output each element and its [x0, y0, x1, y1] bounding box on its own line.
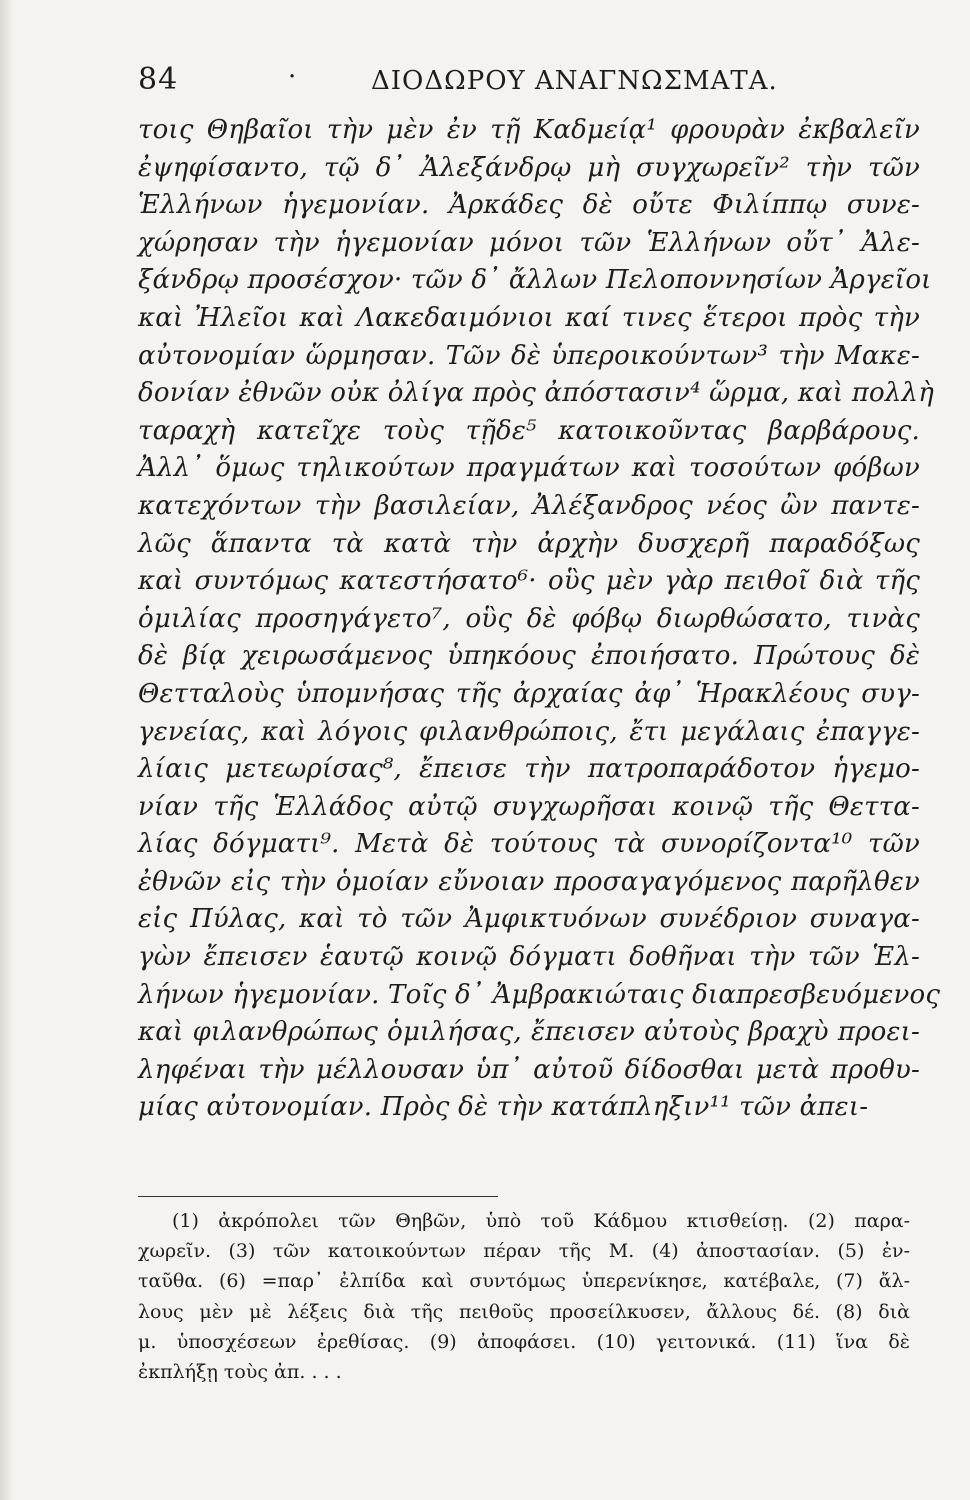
text-line: αὐτονομίαν ὥρμησαν. Τῶν δὲ ὑπεροικούντων³ τὴν Μακε-	[138, 340, 920, 371]
page-gutter-shadow	[0, 0, 14, 1500]
text-line: Ἑλλήνων ἡγεμονίαν. Ἀρκάδες δὲ οὔτε Φιλίππῳ συνε-	[138, 190, 920, 221]
footnote-line: μ. ὑποσχέσεων ἐρεθίσας. (9) ἀποφάσει. (10) γειτονικά. (11) ἵνα δὲ	[138, 1330, 910, 1353]
text-line: καὶ φιλανθρώπως ὁμιλήσας, ἔπεισεν αὐτοὺς βραχὺ προει-	[138, 1017, 920, 1048]
text-line: γενείας, καὶ λόγοις φιλανθρώποις, ἔτι μεγάλαις ἐπαγγε-	[138, 716, 920, 747]
footnote-line: (1) ἀκρόπολει τῶν Θηβῶν, ὑπὸ τοῦ Κάδμου κτισθείσῃ. (2) παρα-	[172, 1210, 910, 1232]
header-dot: ·	[288, 62, 297, 92]
running-title: ΔΙΟΔΩΡΟΥ ΑΝΑΓΝΩΣΜΑΤΑ.	[371, 66, 778, 96]
text-line: δὲ βίᾳ χειρωσάμενος ὑπηκόους ἐποιήσατο. Πρώτους δὲ	[138, 641, 920, 672]
footnote-line: χωρεῖν. (3) τῶν κατοικούντων πέραν τῆς Μ. (4) ἀποστασίαν. (5) ἐν-	[138, 1240, 910, 1263]
text-line: γὼν ἔπεισεν ἑαυτῷ κοινῷ δόγματι δοθῆναι τὴν τῶν Ἑλ-	[138, 942, 920, 973]
text-line: ληφέναι τὴν μέλλουσαν ὑπ᾽ αὐτοῦ δίδοσθαι μετὰ προθυ-	[138, 1054, 920, 1085]
footnote-line: λους μὲν μὲ λέξεις διὰ τῆς πειθοῦς προσείλκυσεν, ἄλλους δέ. (8) διὰ	[138, 1300, 910, 1323]
text-line: λίας δόγματι⁹. Μετὰ δὲ τούτους τὰ συνορίζοντα¹⁰ τῶν	[138, 829, 920, 860]
text-line: Ἀλλ᾽ ὅμως τηλικούτων πραγμάτων καὶ τοσούτων φόβων	[138, 453, 920, 484]
footnote-line: ἐκπλήξῃ τοὺς ἀπ. . . .	[138, 1360, 342, 1383]
text-line: καὶ συντόμως κατεστήσατο⁶· οὓς μὲν γὰρ πειθοῖ διὰ τῆς	[138, 566, 920, 597]
text-line: Θετταλοὺς ὑπομνήσας τῆς ἀρχαίας ἀφ᾽ Ἡρακλέους συγ-	[138, 678, 920, 709]
text-line: καὶ Ἠλεῖοι καὶ Λακεδαιμόνιοι καί τινες ἕτεροι πρὸς τὴν	[138, 302, 920, 333]
text-line: λίαις μετεωρίσας⁸, ἔπεισε τὴν πατροπαράδοτον ἡγεμο-	[138, 754, 920, 785]
running-header	[138, 62, 918, 106]
text-line: ταραχὴ κατεῖχε τοὺς τῇδε⁵ κατοικοῦντας βαρβάρους.	[138, 415, 920, 446]
page-number: 84	[138, 62, 179, 97]
main-text	[138, 112, 941, 1127]
text-line: λήνων ἡγεμονίαν. Τοῖς δ᾽ Ἀμβρακιώταις διαπρεσβευόμενος	[138, 979, 941, 1010]
text-line: κατεχόντων τὴν βασιλείαν, Ἀλέξανδρος νέος ὢν παντε-	[138, 490, 920, 521]
text-line: ἐθνῶν εἰς τὴν ὁμοίαν εὔνοιαν προσαγαγόμενος παρῆλθεν	[138, 866, 920, 897]
text-line: δονίαν ἐθνῶν οὐκ ὀλίγα πρὸς ἀπόστασιν⁴ ὥρμα, καὶ πολλὴ	[138, 378, 934, 409]
text-line: ὁμιλίας προσηγάγετο⁷, οὓς δὲ φόβῳ διωρθώσατο, τινὰς	[138, 603, 920, 634]
text-line: χώρησαν τὴν ἡγεμονίαν μόνοι τῶν Ἑλλήνων οὔτ᾽ Ἀλε-	[138, 227, 920, 258]
footnotes	[138, 1206, 910, 1387]
text-line: ξάνδρῳ προσέσχον· τῶν δ᾽ ἄλλων Πελοποννησίων Ἀργεῖοι	[138, 265, 932, 296]
text-line: τοις Θηβαῖοι τὴν μὲν ἐν τῇ Καδμείᾳ¹ φρουρὰν ἐκβαλεῖν	[138, 115, 920, 145]
text-line: λῶς ἅπαντα τὰ κατὰ τὴν ἀρχὴν δυσχερῆ παραδόξως	[138, 528, 920, 559]
footnote-rule	[138, 1196, 498, 1197]
footnote-line: ταῦθα. (6) =παρ᾽ ἐλπίδα καὶ συντόμως ὑπερενίκησε, κατέβαλε, (7) ἄλ-	[138, 1270, 910, 1293]
text-line: μίας αὐτονομίαν. Πρὸς δὲ τὴν κατάπληξιν¹¹ τῶν ἀπει-	[138, 1092, 869, 1123]
text-line: νίαν τῆς Ἑλλάδος αὐτῷ συγχωρῆσαι κοινῷ τῆς Θεττα-	[138, 791, 920, 822]
text-line: εἰς Πύλας, καὶ τὸ τῶν Ἀμφικτυόνων συνέδριον συναγα-	[138, 904, 920, 935]
text-line: ἐψηφίσαντο, τῷ δ᾽ Ἀλεξάνδρῳ μὴ συγχωρεῖν² τὴν τῶν	[138, 152, 920, 183]
